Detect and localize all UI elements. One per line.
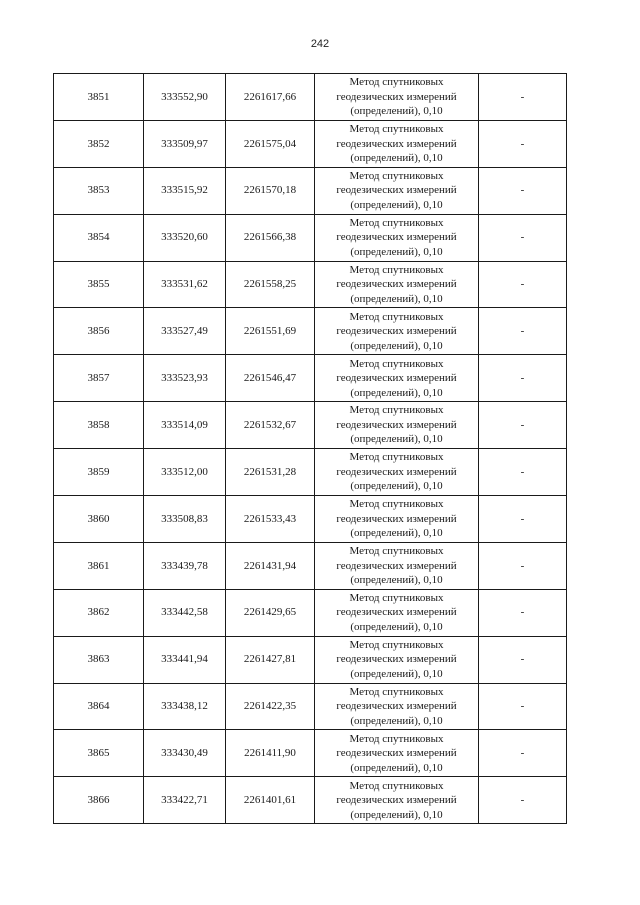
y-coordinate-cell: 2261431,94	[226, 542, 315, 589]
table-row	[54, 120, 567, 167]
point-number-cell: 3866	[54, 777, 144, 824]
x-coordinate-cell: 333508,83	[144, 496, 226, 543]
method-text-line: Метод спутниковых	[349, 685, 444, 698]
method-cell	[315, 120, 479, 167]
method-cell	[315, 167, 479, 214]
coordinates-table	[53, 73, 567, 824]
method-text-line: геодезических измерений	[336, 653, 457, 666]
point-number-cell: 3860	[54, 496, 144, 543]
point-number-cell: 3851	[54, 74, 144, 121]
y-coordinate-cell: 2261532,67	[226, 402, 315, 449]
method-text-line: геодезических измерений	[336, 372, 457, 385]
table-row	[54, 214, 567, 261]
y-coordinate-cell: 2261411,90	[226, 730, 315, 777]
method-text-line: геодезических измерений	[336, 559, 457, 572]
x-coordinate-cell: 333531,62	[144, 261, 226, 308]
y-coordinate-cell: 2261551,69	[226, 308, 315, 355]
method-cell	[315, 730, 479, 777]
description-cell: -	[479, 167, 567, 214]
method-cell	[315, 74, 479, 121]
y-coordinate-cell: 2261429,65	[226, 589, 315, 636]
method-text-line: Метод спутниковых	[349, 357, 444, 370]
y-coordinate-cell: 2261531,28	[226, 449, 315, 496]
table-body	[54, 74, 567, 824]
method-text-line: геодезических измерений	[336, 465, 457, 478]
method-text-line: (определений), 0,10	[350, 105, 443, 118]
method-text-line: Метод спутниковых	[349, 216, 444, 229]
y-coordinate-cell: 2261401,61	[226, 777, 315, 824]
x-coordinate-cell: 333512,00	[144, 449, 226, 496]
table-row	[54, 496, 567, 543]
method-cell	[315, 355, 479, 402]
y-coordinate-cell: 2261566,38	[226, 214, 315, 261]
method-text-line: (определений), 0,10	[350, 292, 443, 305]
x-coordinate-cell: 333552,90	[144, 74, 226, 121]
method-cell	[315, 496, 479, 543]
description-cell: -	[479, 777, 567, 824]
description-cell: -	[479, 636, 567, 683]
description-cell: -	[479, 449, 567, 496]
method-text-line: (определений), 0,10	[350, 714, 443, 727]
point-number-cell: 3865	[54, 730, 144, 777]
x-coordinate-cell: 333442,58	[144, 589, 226, 636]
x-coordinate-cell: 333430,49	[144, 730, 226, 777]
x-coordinate-cell: 333515,92	[144, 167, 226, 214]
method-text-line: геодезических измерений	[336, 794, 457, 807]
method-text-line: геодезических измерений	[336, 184, 457, 197]
x-coordinate-cell: 333438,12	[144, 683, 226, 730]
method-text-line: Метод спутниковых	[349, 779, 444, 792]
table-row	[54, 542, 567, 589]
method-text-line: (определений), 0,10	[350, 620, 443, 633]
method-text-line: (определений), 0,10	[350, 386, 443, 399]
method-text-line: Метод спутниковых	[349, 123, 444, 136]
description-cell: -	[479, 683, 567, 730]
point-number-cell: 3864	[54, 683, 144, 730]
method-text-line: Метод спутниковых	[349, 404, 444, 417]
point-number-cell: 3862	[54, 589, 144, 636]
method-text-line: геодезических измерений	[336, 512, 457, 525]
x-coordinate-cell: 333527,49	[144, 308, 226, 355]
description-cell: -	[479, 589, 567, 636]
method-text-line: Метод спутниковых	[349, 310, 444, 323]
x-coordinate-cell: 333520,60	[144, 214, 226, 261]
method-cell	[315, 261, 479, 308]
method-text-line: геодезических измерений	[336, 747, 457, 760]
method-text-line: Метод спутниковых	[349, 591, 444, 604]
table-row	[54, 402, 567, 449]
method-text-line: геодезических измерений	[336, 700, 457, 713]
method-text-line: (определений), 0,10	[350, 480, 443, 493]
table-row	[54, 261, 567, 308]
point-number-cell: 3854	[54, 214, 144, 261]
point-number-cell: 3863	[54, 636, 144, 683]
method-text-line: Метод спутниковых	[349, 638, 444, 651]
method-text-line: (определений), 0,10	[350, 574, 443, 587]
description-cell: -	[479, 74, 567, 121]
y-coordinate-cell: 2261617,66	[226, 74, 315, 121]
description-cell: -	[479, 402, 567, 449]
method-cell	[315, 402, 479, 449]
x-coordinate-cell: 333514,09	[144, 402, 226, 449]
method-text-line: (определений), 0,10	[350, 339, 443, 352]
method-text-line: Метод спутниковых	[349, 263, 444, 276]
x-coordinate-cell: 333523,93	[144, 355, 226, 402]
method-text-line: (определений), 0,10	[350, 667, 443, 680]
description-cell: -	[479, 308, 567, 355]
table-row	[54, 777, 567, 824]
method-text-line: Метод спутниковых	[349, 732, 444, 745]
method-text-line: (определений), 0,10	[350, 152, 443, 165]
method-cell	[315, 777, 479, 824]
method-text-line: (определений), 0,10	[350, 761, 443, 774]
description-cell: -	[479, 355, 567, 402]
method-cell	[315, 683, 479, 730]
point-number-cell: 3858	[54, 402, 144, 449]
method-text-line: Метод спутниковых	[349, 451, 444, 464]
table-row	[54, 730, 567, 777]
method-text-line: геодезических измерений	[336, 606, 457, 619]
table-row	[54, 683, 567, 730]
method-text-line: (определений), 0,10	[350, 808, 443, 821]
point-number-cell: 3856	[54, 308, 144, 355]
point-number-cell: 3859	[54, 449, 144, 496]
method-text-line: геодезических измерений	[336, 137, 457, 150]
method-text-line: геодезических измерений	[336, 325, 457, 338]
method-text-line: геодезических измерений	[336, 231, 457, 244]
y-coordinate-cell: 2261422,35	[226, 683, 315, 730]
point-number-cell: 3855	[54, 261, 144, 308]
table-row	[54, 74, 567, 121]
x-coordinate-cell: 333439,78	[144, 542, 226, 589]
x-coordinate-cell: 333441,94	[144, 636, 226, 683]
method-text-line: (определений), 0,10	[350, 245, 443, 258]
y-coordinate-cell: 2261427,81	[226, 636, 315, 683]
point-number-cell: 3857	[54, 355, 144, 402]
description-cell: -	[479, 496, 567, 543]
table-row	[54, 167, 567, 214]
table-row	[54, 636, 567, 683]
method-cell	[315, 214, 479, 261]
description-cell: -	[479, 542, 567, 589]
method-cell	[315, 308, 479, 355]
description-cell: -	[479, 120, 567, 167]
method-text-line: (определений), 0,10	[350, 527, 443, 540]
method-text-line: Метод спутниковых	[349, 498, 444, 511]
point-number-cell: 3861	[54, 542, 144, 589]
point-number-cell: 3852	[54, 120, 144, 167]
method-cell	[315, 589, 479, 636]
description-cell: -	[479, 261, 567, 308]
method-text-line: (определений), 0,10	[350, 198, 443, 211]
table-row	[54, 355, 567, 402]
method-cell	[315, 542, 479, 589]
table-row	[54, 308, 567, 355]
y-coordinate-cell: 2261558,25	[226, 261, 315, 308]
description-cell: -	[479, 730, 567, 777]
y-coordinate-cell: 2261575,04	[226, 120, 315, 167]
method-text-line: Метод спутниковых	[349, 76, 444, 89]
x-coordinate-cell: 333422,71	[144, 777, 226, 824]
description-cell: -	[479, 214, 567, 261]
x-coordinate-cell: 333509,97	[144, 120, 226, 167]
table-row	[54, 589, 567, 636]
method-cell	[315, 636, 479, 683]
y-coordinate-cell: 2261533,43	[226, 496, 315, 543]
method-text-line: геодезических измерений	[336, 90, 457, 103]
method-text-line: геодезических измерений	[336, 418, 457, 431]
method-text-line: (определений), 0,10	[350, 433, 443, 446]
method-text-line: Метод спутниковых	[349, 545, 444, 558]
method-text-line: геодезических измерений	[336, 278, 457, 291]
page-number: 242	[310, 38, 330, 50]
method-text-line: Метод спутниковых	[349, 169, 444, 182]
point-number-cell: 3853	[54, 167, 144, 214]
y-coordinate-cell: 2261546,47	[226, 355, 315, 402]
y-coordinate-cell: 2261570,18	[226, 167, 315, 214]
table-row	[54, 449, 567, 496]
method-cell	[315, 449, 479, 496]
